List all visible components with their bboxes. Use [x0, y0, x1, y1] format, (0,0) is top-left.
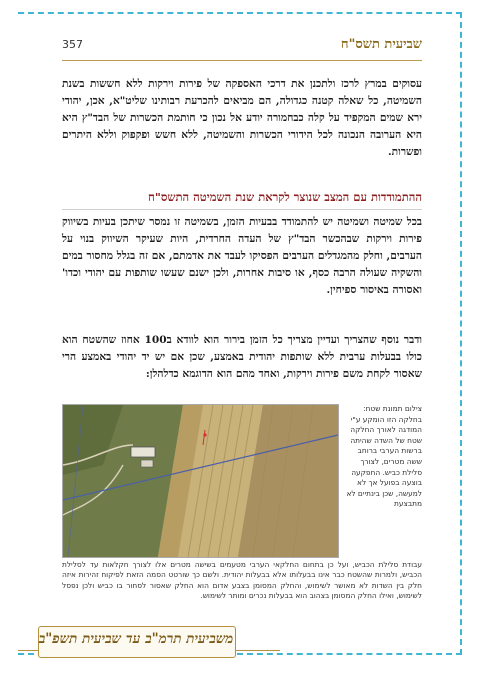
paragraph-1: עסוקים במרץ לרכז ולתכנן את דרכי האספקה של פירות וירקות ללא חששות בשנת השמיטה, כל שאלה קטנה כגדולה, הם מביאים להכרעת רבותינו שליט"א, אכן, יהודי ירא שמים המקפיד על קלה כבחמורה יודע אל נכון כי חותמת הכשרות של הבד"ץ היא היא הערובה הנכונה לכל הידורי הכשרות והשמיטה, ללא חשש ופקפוק וללא היתרים ופשרות.: [62, 78, 422, 158]
page-frame-right: [460, 12, 462, 655]
section-heading: ההתמודדות עם המצב שנוצר לקראת שנת השמיטה התשס"ח: [148, 190, 422, 204]
running-title: שביעית תשס"ח: [340, 37, 422, 52]
paragraph-3: ודבר נוסף שהצריך ועדיין מצריך כל הזמן בירור הוא לוודא ב100 אחוז שהשטח הוא כולו בבעלות ערבית ללא שותפות יהודית באמצע, שכן אם יש יד יהודי באמצע הרי שאסור לקחת משם פירות וירקות, ואחד מהם הוא הדוגמא כדלהלן:: [62, 334, 422, 380]
aerial-photo-image: [63, 405, 338, 557]
paragraph-2: בכל שמיטה ושמיטה יש להתמודד בבעיות הזמן, בשמיטה זו נמסר שיתכן בעיות בשיווק פירות וירקות שבהכשר הבד"ץ של העדה החרדית, היות שעיקר השיווק בנוי על הערבים, וחלק מהמגדלים הערבים הפסיקו לעבד את אדמתם, אם זה בגלל מחסור במים והשקיה שעולה הרבה כסף, או סיבות אחרות, ולכן ישנם שעשו שותפות עם יהודי וכדו' ואסורה באיסור ספיחין.: [62, 216, 422, 296]
page-number: 357: [62, 38, 83, 51]
photo-caption: צילום תמונת שטח: בחלקה הזו הומקע ע"י המודגה לאורך החלקה שטח של השדה שהיתה ברשות הערבי ברוחב ששה מטרים, לצורך סלילת כביש. החפקעה בוצעה בפועל אך לא למעשה, שכן בינתיים לא מתבצעת: [346, 404, 422, 509]
heading-divider: [62, 209, 422, 210]
aerial-field-photo: [62, 404, 339, 558]
footer-title: משביעית תרמ"ב עד שביעית תשפ"ב: [38, 631, 234, 647]
page-frame-top: [18, 12, 462, 14]
page-header: [62, 36, 422, 56]
photo-caption-continued: עבודת סלילת הכביש, ועל כן בתחום החלקאי הערבי מטעמים בשישה מטרים אלו לצורך חקלאות עד לסלילת הכביש, ולמרות שהשטח כבר אינו בבעלותו אלא בבעלות יהודית. ולשם כך שורטט הסמה הזאת לפיקוח זהירות איזה חלק בין השדות לא מאושר לשימוש, והחלק המסומן בצבע אדום הוא החלק שאסור לסחור בו כביש ולכן נפסל לשימוש, ואילו החלק המסומן בצהוב הוא בבעלות נכרים ומותר לשימוש.: [62, 560, 422, 601]
header-divider: [62, 60, 422, 61]
